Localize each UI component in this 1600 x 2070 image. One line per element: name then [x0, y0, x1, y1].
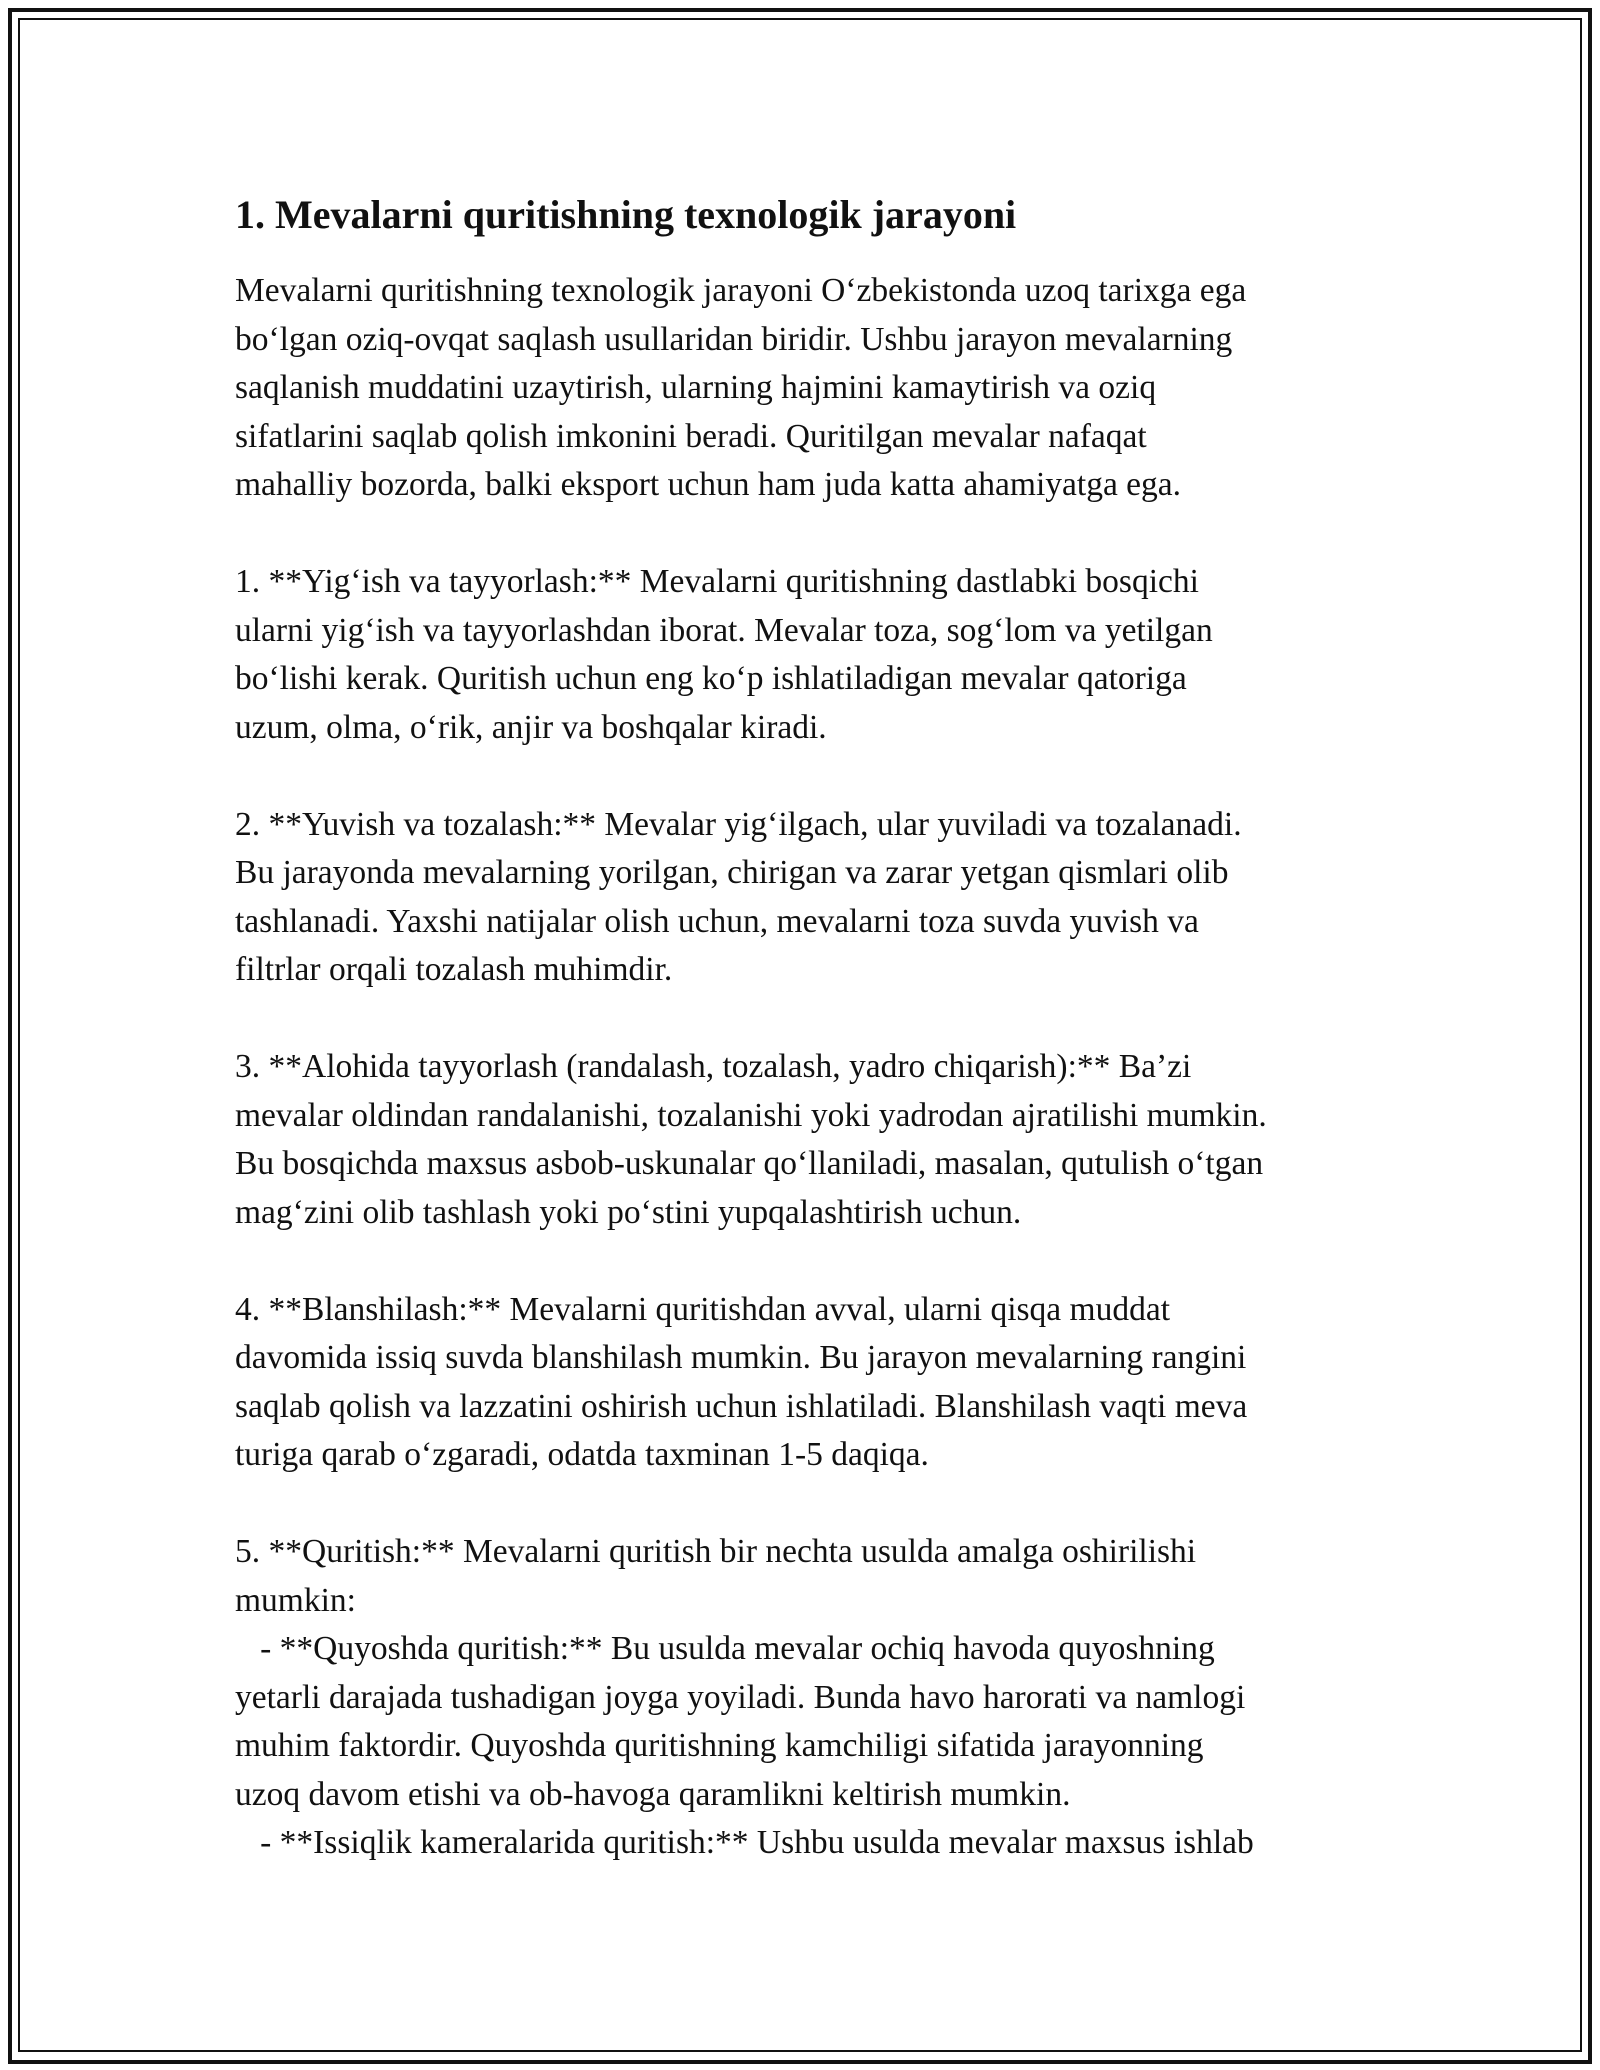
text-line: mumkin:: [235, 1581, 356, 1619]
document-body: [235, 185, 1385, 1916]
text-line: mevalar oldindan randalanishi, tozalanishi yoki yadrodan ajratilishi mumkin.: [235, 1096, 1267, 1134]
paragraph: [235, 267, 1385, 510]
document-title: 1. Mevalarni quritishning texnologik jarayoni: [235, 192, 1017, 237]
text-line: Bu jarayonda mevalarning yorilgan, chirigan va zarar yetgan qismlari olib: [235, 854, 1229, 891]
paragraph: [235, 801, 1385, 995]
paragraph: [235, 558, 1385, 752]
text-line: saqlanish muddatini uzaytirish, ularning hajmini kamaytirish va oziq: [235, 369, 1157, 406]
text-line: mag‘zini olib tashlash yoki po‘stini yupqalashtirish uchun.: [235, 1193, 1022, 1231]
text-line: uzum, olma, o‘rik, anjir va boshqalar kiradi.: [235, 708, 827, 746]
paragraph-list: [235, 267, 1385, 1868]
text-line: sifatlarini saqlab qolish imkonini beradi. Quritilgan mevalar nafaqat: [235, 417, 1147, 455]
text-line: 4. **Blanshilash:** Mevalarni quritishdan avval, ularni qisqa muddat: [235, 1290, 1171, 1328]
text-line: muhim faktordir. Quyoshda quritishning kamchiligi sifatida jarayonning: [235, 1727, 1204, 1764]
text-line: turiga qarab o‘zgaradi, odatda taxminan 1-5 daqiqa.: [235, 1436, 929, 1473]
text-line: Bu bosqichda maxsus asbob-uskunalar qo‘llaniladi, masalan, qutulish o‘tgan: [235, 1145, 1264, 1182]
paragraph: [235, 1043, 1385, 1237]
text-line: - **Quyoshda quritish:** Bu usulda mevalar ochiq havoda quyoshning: [235, 1630, 1215, 1667]
paragraph: [235, 1286, 1385, 1480]
text-line: davomida issiq suvda blanshilash mumkin. Bu jarayon mevalarning rangini: [235, 1339, 1247, 1376]
text-line: 3. **Alohida tayyorlash (randalash, tozalash, yadro chiqarish):** Ba’zi: [235, 1048, 1192, 1085]
text-line: ularni yig‘ish va tayyorlashdan iborat. Mevalar toza, sog‘lom va yetilgan: [235, 611, 1213, 649]
text-line: 1. **Yig‘ish va tayyorlash:** Mevalarni quritishning dastlabki bosqichi: [235, 563, 1199, 600]
paragraph: [235, 1528, 1385, 1868]
text-line: 2. **Yuvish va tozalash:** Mevalar yig‘ilgach, ular yuviladi va tozalanadi.: [235, 805, 1242, 843]
text-line: - **Issiqlik kameralarida quritish:** Ushbu usulda mevalar maxsus ishlab: [235, 1824, 1254, 1861]
text-line: 5. **Quritish:** Mevalarni quritish bir nechta usulda amalga oshirilishi: [235, 1533, 1197, 1570]
text-line: mahalliy bozorda, balki eksport uchun ham juda katta ahamiyatga ega.: [235, 466, 1182, 503]
text-line: filtrlar orqali tozalash muhimdir.: [235, 951, 673, 988]
text-line: Mevalarni quritishning texnologik jarayoni O‘zbekistonda uzoq tarixga ega: [235, 272, 1247, 309]
text-line: yetarli darajada tushadigan joyga yoyiladi. Bunda havo harorati va namlogi: [235, 1678, 1246, 1716]
text-line: bo‘lgan oziq-ovqat saqlash usullaridan biridir. Ushbu jarayon mevalarning: [235, 320, 1233, 358]
text-line: tashlanadi. Yaxshi natijalar olish uchun, mevalarni toza suvda yuvish va: [235, 902, 1199, 940]
text-line: uzoq davom etishi va ob-havoga qaramlikni keltirish mumkin.: [235, 1775, 1071, 1813]
text-line: saqlab qolish va lazzatini oshirish uchun ishlatiladi. Blanshilash vaqti meva: [235, 1387, 1248, 1425]
text-line: bo‘lishi kerak. Quritish uchun eng ko‘p ishlatiladigan mevalar qatoriga: [235, 660, 1187, 697]
